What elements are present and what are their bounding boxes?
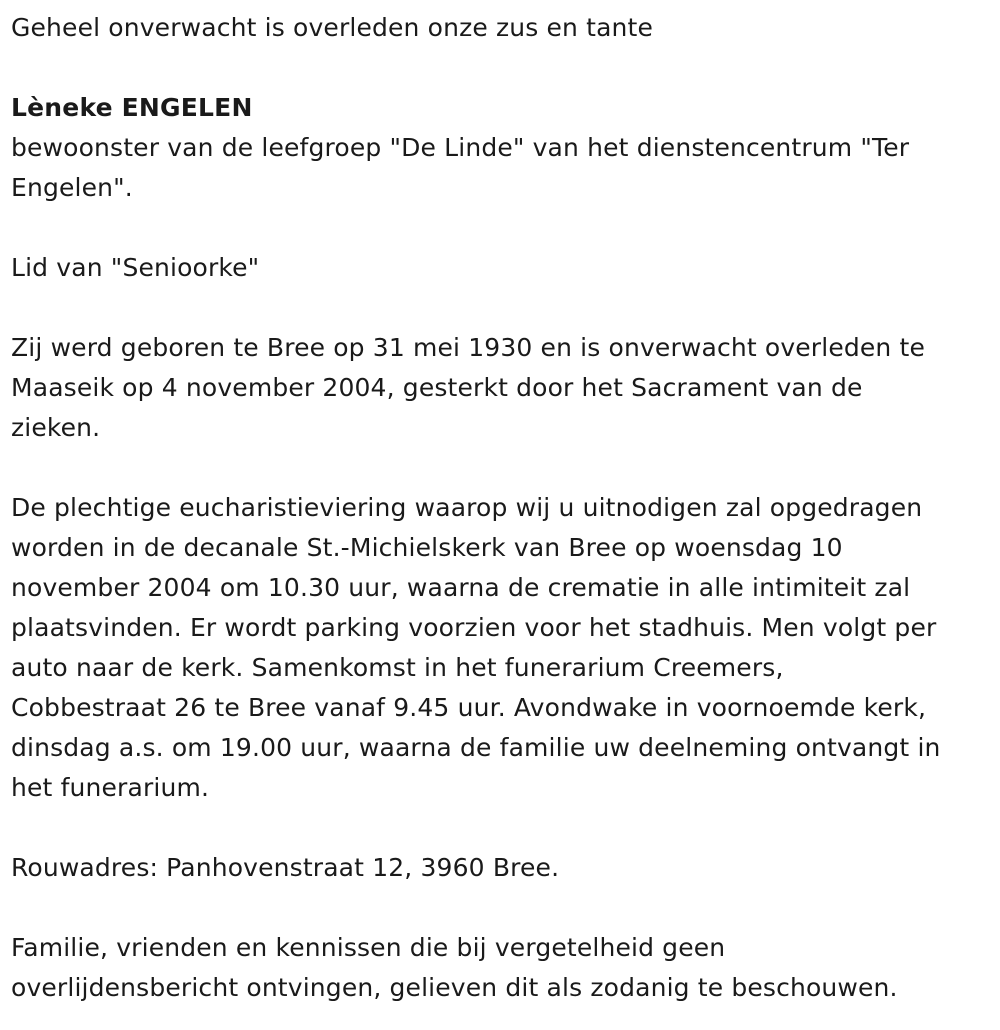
residence-line: Engelen". xyxy=(11,173,133,202)
ceremony-line: dinsdag a.s. om 19.00 uur, waarna de familie uw deelneming ontvangt in xyxy=(11,733,941,762)
ceremony-line: worden in de decanale St.-Michielskerk van Bree op woensdag 10 xyxy=(11,533,843,562)
ceremony-line: De plechtige eucharistieviering waarop wij u uitnodigen zal opgedragen xyxy=(11,493,923,522)
membership-text: Lid van "Senioorke" xyxy=(11,253,260,282)
spacer xyxy=(11,888,990,928)
closing-line: Familie, vrienden en kennissen die bij vergetelheid geen xyxy=(11,933,726,962)
birth-death-line: Maaseik op 4 november 2004, gesterkt door het Sacrament van de xyxy=(11,373,863,402)
ceremony-line: Cobbestraat 26 te Bree vanaf 9.45 uur. Avondwake in voornoemde kerk, xyxy=(11,693,927,722)
address-text: Rouwadres: Panhovenstraat 12, 3960 Bree. xyxy=(11,853,560,882)
birth-death-line: Zij werd geboren te Bree op 31 mei 1930 en is onverwacht overleden te xyxy=(11,333,925,362)
deceased-name: Lèneke ENGELEN xyxy=(11,93,253,122)
intro-text: Geheel onverwacht is overleden onze zus en tante xyxy=(11,13,654,42)
spacer xyxy=(11,288,990,328)
birth-death-line: zieken. xyxy=(11,413,101,442)
ceremony-line: november 2004 om 10.30 uur, waarna de crematie in alle intimiteit zal xyxy=(11,573,911,602)
ceremony-line: plaatsvinden. Er wordt parking voorzien voor het stadhuis. Men volgt per xyxy=(11,613,937,642)
spacer xyxy=(11,48,990,88)
spacer xyxy=(11,808,990,848)
spacer xyxy=(11,448,990,488)
spacer xyxy=(11,208,990,248)
residence-line: bewoonster van de leefgroep "De Linde" van het dienstencentrum "Ter xyxy=(11,133,910,162)
ceremony-line: het funerarium. xyxy=(11,773,210,802)
ceremony-line: auto naar de kerk. Samenkomst in het funerarium Creemers, xyxy=(11,653,784,682)
closing-line: overlijdensbericht ontvingen, gelieven dit als zodanig te beschouwen. xyxy=(11,973,898,1002)
